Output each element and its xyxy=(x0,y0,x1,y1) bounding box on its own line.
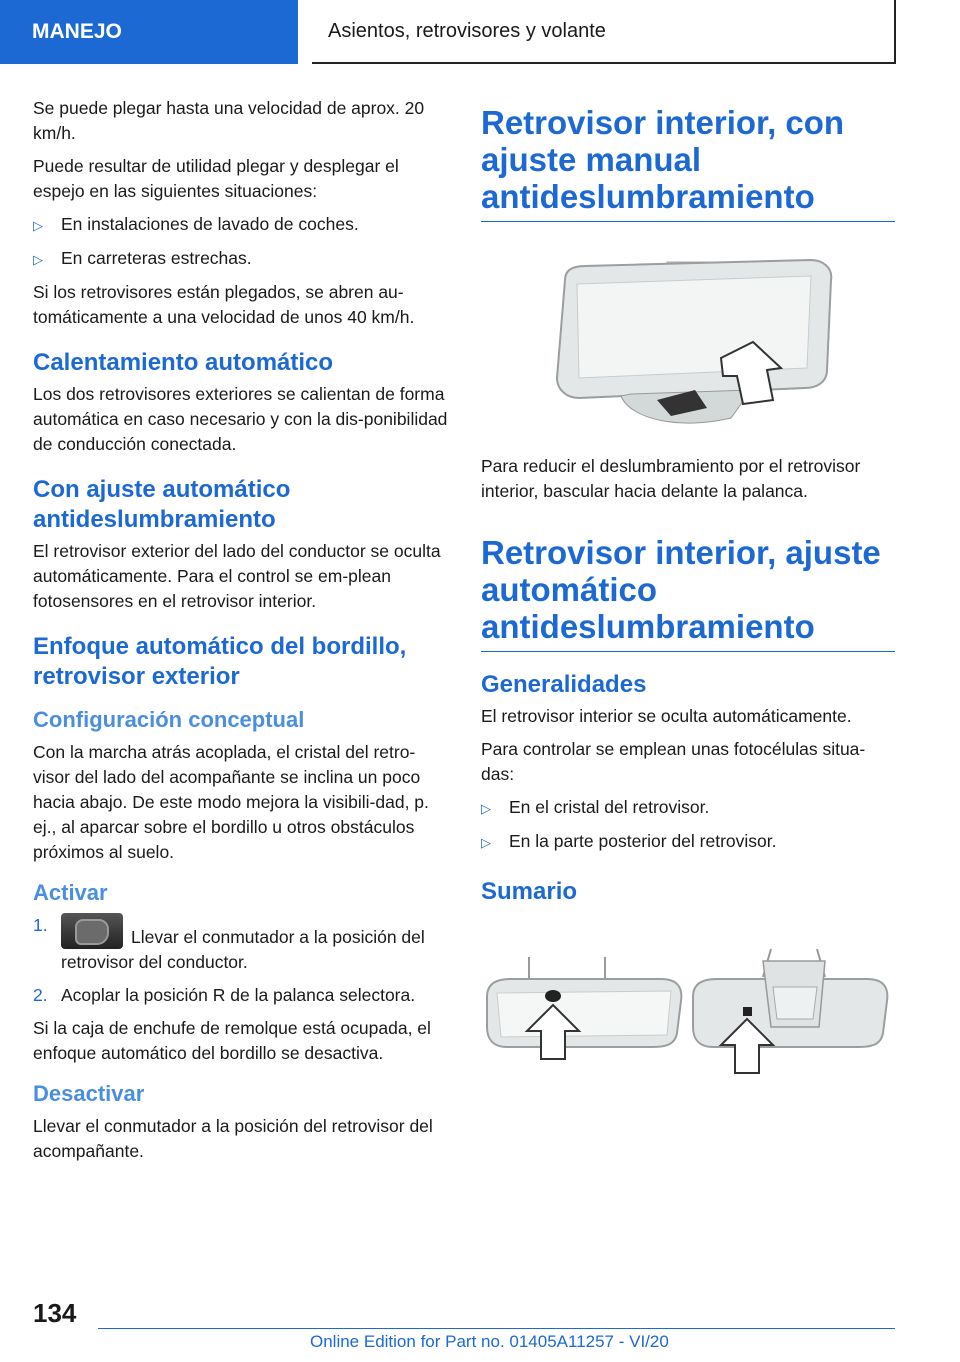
paragraph-heating: Los dos retrovisores exteriores se calientan de forma automática en caso necesario y con la dis-ponibilidad de conducción conectada. xyxy=(33,384,448,454)
bullet-triangle-icon: ▷ xyxy=(481,835,491,850)
left-column xyxy=(33,96,448,1172)
header-section-label: MANEJO xyxy=(0,0,298,64)
bullet-triangle-icon: ▷ xyxy=(33,218,43,233)
step-text: Llevar el conmutador a la posición del retrovisor del conductor. xyxy=(61,927,425,972)
paragraph-general-1: El retrovisor interior se oculta automáticamente. xyxy=(481,706,852,726)
mirror-switch-icon xyxy=(61,913,123,949)
footer-divider xyxy=(98,1328,895,1329)
paragraph-unfold: Si los retrovisores están plegados, se abren au-tomáticamente a una velocidad de unos 40 km/h. xyxy=(33,282,415,327)
bullet-triangle-icon: ▷ xyxy=(33,252,43,267)
paragraph-fold-speed: Se puede plegar hasta una velocidad de aprox. 20 km/h. xyxy=(33,98,425,143)
list-item xyxy=(33,212,448,238)
heading-antiglare: Con ajuste automático antideslumbramiento xyxy=(33,476,291,533)
paragraph-deactivate: Llevar el conmutador a la posición del retrovisor del acompañante. xyxy=(33,1116,433,1161)
paragraph-antiglare: El retrovisor exterior del lado del conductor se oculta automáticamente. Para el control se em-plean fotosensores en el retrovisor interior. xyxy=(33,541,441,611)
step-number: 2. xyxy=(33,985,48,1005)
list-item xyxy=(481,795,895,821)
step-text: Acoplar la posición R de la palanca selectora. xyxy=(61,985,416,1005)
heading-concept: Configuración conceptual xyxy=(33,707,305,732)
list-item-text: En instalaciones de lavado de coches. xyxy=(61,214,359,234)
paragraph-manual-mirror: Para reducir el deslumbramiento por el retrovisor interior, bascular hacia delante la palanca. xyxy=(481,456,861,501)
paragraph-fold-situations: Puede resultar de utilidad plegar y desplegar el espejo en las siguientes situaciones: xyxy=(33,156,399,201)
heading-deactivate: Desactivar xyxy=(33,1081,145,1106)
right-column xyxy=(481,96,895,1101)
paragraph-general-2: Para controlar se emplean unas fotocélulas situa-das: xyxy=(481,739,866,784)
rearview-mirror-lever-illustration xyxy=(481,240,895,440)
list-item xyxy=(33,246,448,272)
heading-heating: Calentamiento automático xyxy=(33,349,334,376)
heading-curb-view: Enfoque automático del bordillo, retrovisor exterior xyxy=(33,633,407,690)
header-chapter-title: Asientos, retrovisores y volante xyxy=(312,0,896,64)
list-item xyxy=(33,913,448,975)
heading-summary: Sumario xyxy=(481,878,578,905)
page-number: 134 xyxy=(33,1298,77,1328)
list-item-text: En carreteras estrechas. xyxy=(61,248,252,268)
bullet-triangle-icon: ▷ xyxy=(481,801,491,816)
list-item xyxy=(33,983,448,1008)
heading-activate: Activar xyxy=(33,880,108,905)
paragraph-trailer: Si la caja de enchufe de remolque está ocupada, el enfoque automático del bordillo se desactiva. xyxy=(33,1018,431,1063)
list-item-text: En la parte posterior del retrovisor. xyxy=(509,831,777,851)
list-item xyxy=(481,829,895,855)
mirror-sensor-locations-illustration xyxy=(481,947,895,1087)
paragraph-concept: Con la marcha atrás acoplada, el cristal del retro-visor del lado del acompañante se inclina un poco hacia abajo. De este modo mejora la visibili-dad, p. ej., al aparcar sobre el bordillo u otros obstáculos próximos al suelo. xyxy=(33,742,429,862)
step-number: 1. xyxy=(33,915,48,935)
footer-edition: Online Edition for Part no. 01405A11257 - VI/20 xyxy=(310,1332,669,1351)
heading-auto-mirror: Retrovisor interior, ajuste automático antideslumbramiento xyxy=(481,534,895,652)
list-item-text: En el cristal del retrovisor. xyxy=(509,797,710,817)
heading-general: Generalidades xyxy=(481,671,647,698)
heading-manual-mirror: Retrovisor interior, con ajuste manual antideslumbramiento xyxy=(481,104,895,222)
